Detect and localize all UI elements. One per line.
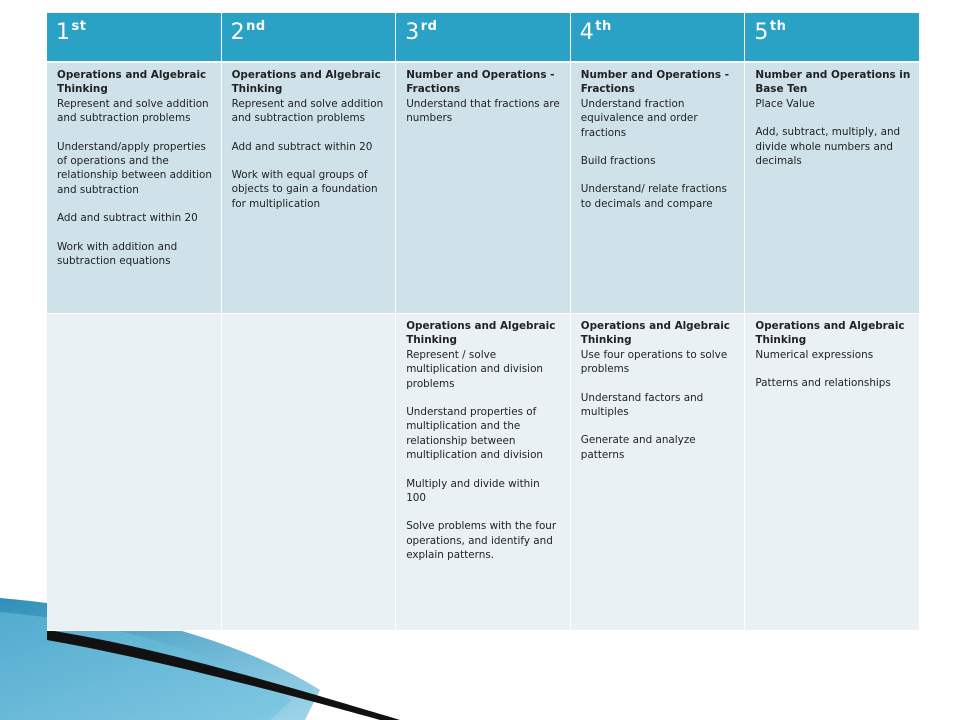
cell-grade-1-row-2 <box>47 314 222 631</box>
topic: Add, subtract, multiply, and divide whole numbers and decimals <box>755 126 901 168</box>
topic: Represent / solve multiplication and division problems <box>406 348 544 390</box>
topic: Add and subtract within 20 <box>231 140 373 153</box>
header-row <box>47 13 920 63</box>
cell-grade-4-row-1 <box>571 63 746 314</box>
standards-table <box>47 13 920 631</box>
topic: Understand/apply properties of operations and the relationship between addition and subtraction <box>57 140 212 196</box>
topic: Understand fraction equivalence and order fractions <box>580 97 698 139</box>
topic: Represent and solve addition and subtraction problems <box>57 97 209 125</box>
topic: Add and subtract within 20 <box>57 212 198 225</box>
table-row <box>47 314 920 631</box>
topic: Place Value <box>755 97 815 110</box>
topic: Understand properties of multiplication and the relationship between multiplication and division <box>406 406 544 462</box>
topic: Patterns and relationships <box>755 377 891 390</box>
cell-grade-5-row-2 <box>745 314 920 631</box>
cell-grade-4-row-2 <box>571 314 746 631</box>
header-grade-3: 3rd <box>396 13 571 63</box>
cell-grade-1-row-1 <box>47 63 222 314</box>
topic: Use four operations to solve problems <box>580 348 728 376</box>
domain-title: Number and Operations - Fractions <box>580 69 730 96</box>
topic: Multiply and divide within 100 <box>406 477 540 505</box>
domain-title: Operations and Algebraic Thinking <box>57 69 207 96</box>
topic: Understand/ relate fractions to decimals and compare <box>580 183 727 210</box>
header-grade-5: 5th <box>745 13 920 63</box>
cell-grade-3-row-2 <box>396 314 571 631</box>
domain-title: Number and Operations in Base Ten <box>755 69 911 96</box>
topic: Understand that fractions are numbers <box>406 97 560 125</box>
header-grade-1: 1st <box>47 13 222 63</box>
topic: Work with equal groups of objects to gain a foundation for multiplication <box>231 169 378 210</box>
domain-title: Operations and Algebraic Thinking <box>231 69 381 96</box>
domain-title: Operations and Algebraic Thinking <box>755 320 905 347</box>
topic: Solve problems with the four operations, and identify and explain patterns. <box>406 520 557 562</box>
topic: Understand factors and multiples <box>580 391 704 419</box>
domain-title: Operations and Algebraic Thinking <box>406 320 556 347</box>
topic: Build fractions <box>580 155 656 168</box>
table-row <box>47 63 920 314</box>
cell-grade-3-row-1 <box>396 63 571 314</box>
cell-grade-5-row-1 <box>745 63 920 314</box>
topic: Work with addition and subtraction equations <box>57 240 178 268</box>
header-grade-2: 2nd <box>222 13 397 63</box>
domain-title: Operations and Algebraic Thinking <box>580 320 730 347</box>
topic: Represent and solve addition and subtraction problems <box>231 97 384 125</box>
domain-title: Number and Operations - Fractions <box>406 69 555 96</box>
topic: Numerical expressions <box>755 348 874 361</box>
cell-grade-2-row-1 <box>222 63 397 314</box>
header-grade-4: 4th <box>571 13 746 63</box>
cell-grade-2-row-2 <box>222 314 397 631</box>
topic: Generate and analyze patterns <box>580 434 696 461</box>
